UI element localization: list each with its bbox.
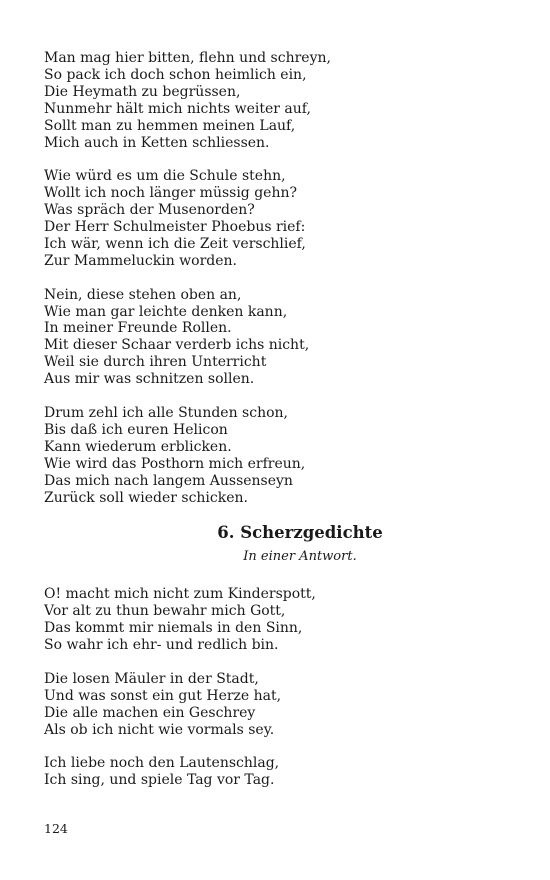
verse-line: So wahr ich ehr- und redlich bin. [44,637,279,654]
section-subtitle: In einer Antwort. [243,549,357,565]
stanza [44,755,514,789]
verse-line: Ich liebe noch den Lautenschlag, [44,755,280,772]
verse-line: Die losen Mäuler in der Stadt, [44,670,259,687]
verse-line: Nunmehr hält mich nichts weiter auf, [44,100,311,117]
page-body [44,50,514,806]
verse-line: In meiner Freunde Rollen. [44,320,232,337]
stanza [44,168,514,269]
verse-line: Zur Mammeluckin worden. [44,252,237,269]
verse-line: Das mich nach langem Aussenseyn [44,472,293,489]
verse-line: Das kommt mir niemals in den Sinn, [44,620,303,637]
verse-line: Wie wird das Posthorn mich erfreun, [44,455,306,472]
verse-line: Nein, diese stehen oben an, [44,286,242,303]
verse-line: Wollt ich noch länger müssig gehn? [44,185,298,202]
stanza [44,287,514,388]
stanza [44,405,514,506]
verse-line: Die alle machen ein Geschrey [44,704,256,721]
verse-line: Weil sie durch ihren Unterricht [44,354,267,371]
verse-line: Aus mir was schnitzen sollen. [44,371,255,388]
verse-line: Wie würd es um die Schule stehn, [44,168,286,185]
verse-line: Kann wiederum erblicken. [44,438,232,455]
verse-line: Zurück soll wieder schicken. [44,489,248,506]
stanza [44,586,514,654]
verse-line: Die Heymath zu begrüssen, [44,83,241,100]
verse-line: Man mag hier bitten, flehn und schreyn, [44,50,331,66]
verse-line: Ich sing, und spiele Tag vor Tag. [44,772,275,789]
verse-line: So pack ich doch schon heimlich ein, [44,66,307,83]
verse-line: Bis daß ich euren Helicon [44,421,228,438]
stanza [44,50,514,151]
verse-line: Wie man gar leichte denken kann, [44,303,288,320]
verse-line: O! macht mich nicht zum Kinderspott, [44,586,316,603]
verse-line: Vor alt zu thun bewahr mich Gott, [44,603,286,620]
verse-line: Und was sonst ein gut Herze hat, [44,687,282,704]
stanza [44,671,514,739]
verse-line: Mit dieser Schaar verderb ichs nicht, [44,337,310,354]
verse-line: Als ob ich nicht wie vormals sey. [44,721,275,738]
verse-line: Was spräch der Musenorden? [44,202,255,219]
page-number: 124 [44,821,68,836]
verse-line: Mich auch in Ketten schliessen. [44,134,270,151]
verse-line: Der Herr Schulmeister Phoebus rief: [44,219,306,236]
verse-line: Drum zehl ich alle Stunden schon, [44,404,288,421]
section-heading: 6. Scherzgedichte [217,523,383,543]
verse-line: Ich wär, wenn ich die Zeit verschlief, [44,235,306,252]
verse-line: Sollt man zu hemmen meinen Lauf, [44,117,296,134]
